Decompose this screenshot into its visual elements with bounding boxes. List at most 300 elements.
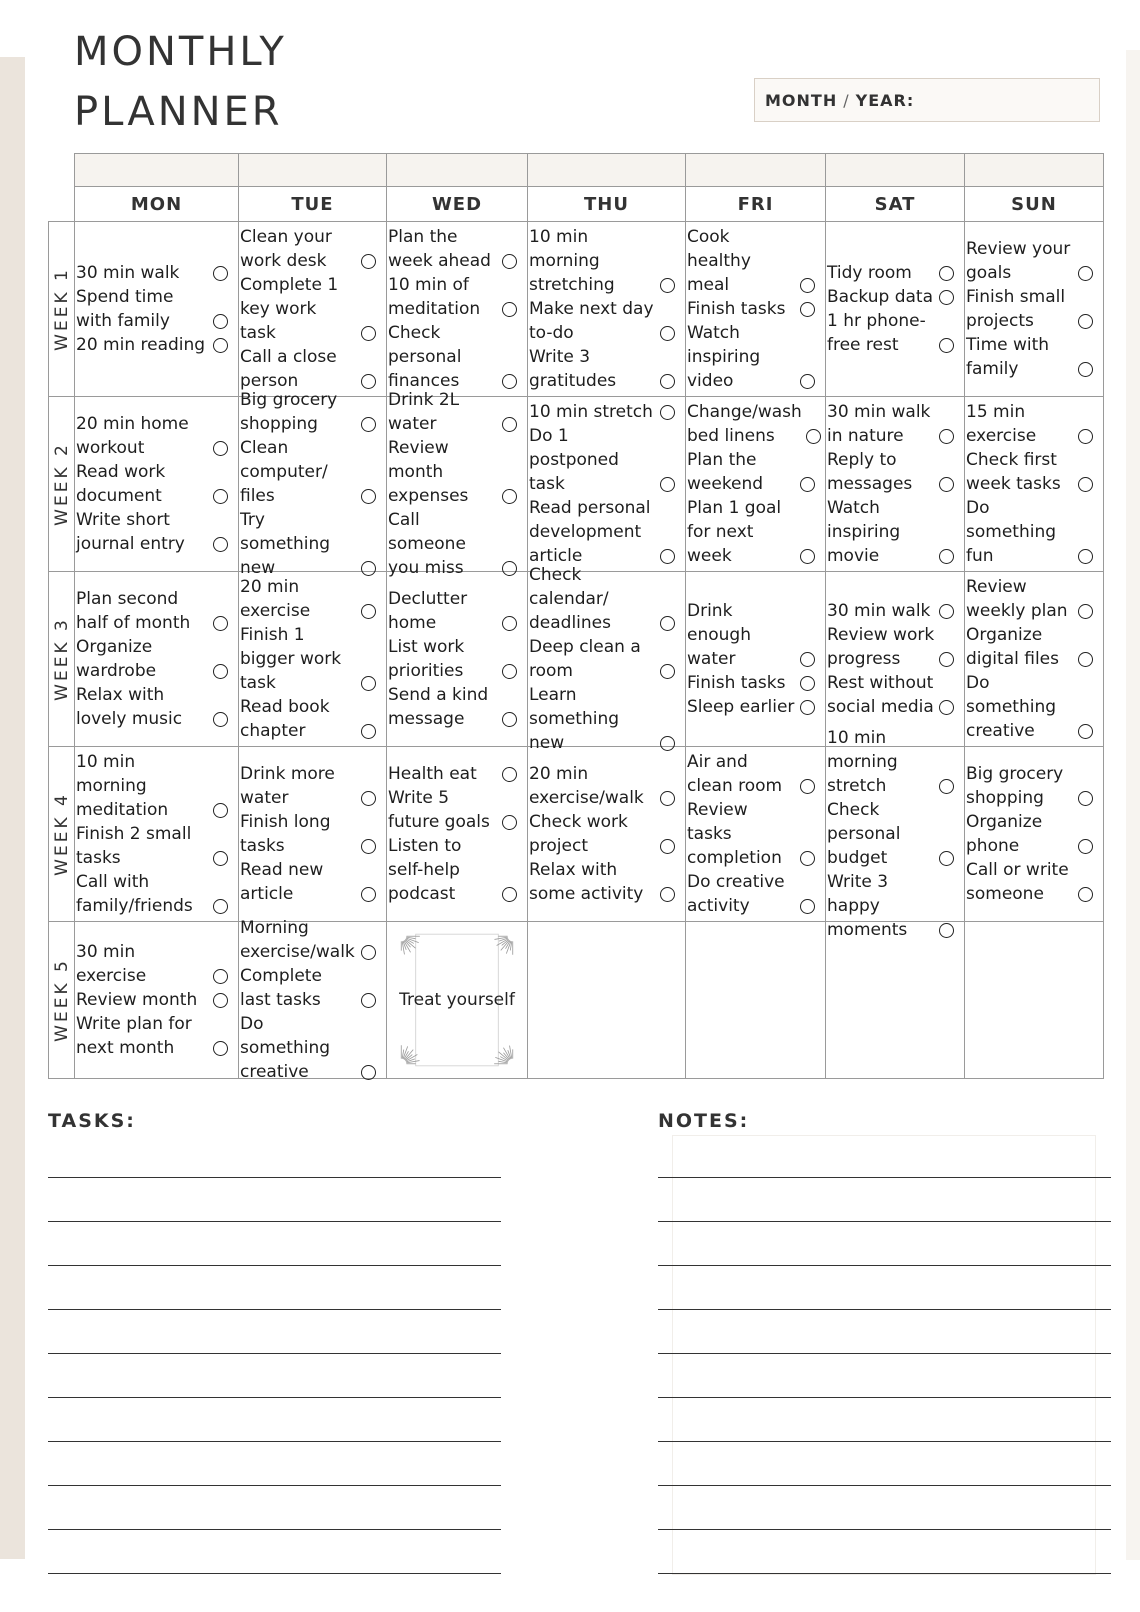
task-checkbox-circle[interactable]: [800, 549, 815, 564]
task-text: Relax with some activity: [529, 860, 644, 904]
writing-line[interactable]: [658, 1177, 1111, 1178]
task-text: 30 min walk in nature: [827, 402, 931, 446]
task-checkbox-circle[interactable]: [213, 803, 228, 818]
week-label-text: WEEK 2: [51, 442, 72, 526]
writing-line[interactable]: [658, 1573, 1111, 1574]
task-checkbox-circle[interactable]: [1078, 314, 1093, 329]
empty-day-cell[interactable]: [825, 922, 964, 1079]
task-checkbox-circle[interactable]: [1078, 266, 1093, 281]
task-checkbox-circle[interactable]: [660, 549, 675, 564]
task-item: [966, 333, 1103, 381]
task-checkbox-circle[interactable]: [213, 1041, 228, 1056]
task-checkbox-circle[interactable]: [660, 616, 675, 631]
task-item: [76, 412, 238, 460]
task-checkbox-circle[interactable]: [361, 724, 376, 739]
writing-line[interactable]: [48, 1353, 501, 1354]
task-item: [827, 309, 964, 357]
task-item: [687, 750, 825, 798]
task-text: Check first week tasks: [966, 450, 1061, 494]
task-item: [388, 834, 527, 906]
task-item: [240, 273, 386, 345]
task-text: Review month: [76, 990, 198, 1010]
task-text: Drink 2L water: [388, 390, 460, 434]
task-text: Organize digital files: [966, 625, 1059, 669]
task-item: [76, 870, 238, 918]
task-checkbox-circle[interactable]: [800, 302, 815, 317]
month-label: MONTH: [765, 90, 838, 110]
day-cell: [825, 222, 964, 397]
task-checkbox-circle[interactable]: [213, 441, 228, 456]
task-checkbox-circle[interactable]: [361, 374, 376, 389]
task-item: [240, 964, 386, 1012]
tasks-lines[interactable]: [48, 1177, 501, 1577]
task-item: [529, 563, 685, 635]
day-header-sun: SUN: [964, 187, 1103, 222]
day-cell: [386, 572, 527, 747]
week-label-text: WEEK 3: [51, 617, 72, 701]
task-item: [76, 940, 238, 988]
day-cell: [527, 747, 685, 922]
task-item: [76, 460, 238, 508]
date-blank-cell[interactable]: [386, 153, 527, 187]
task-text: Big grocery shopping: [966, 764, 1064, 808]
task-checkbox-circle[interactable]: [800, 779, 815, 794]
task-checkbox-circle[interactable]: [939, 700, 954, 715]
task-text: Health eat: [388, 764, 477, 784]
day-header-mon: MON: [74, 187, 238, 222]
task-text: Finish 1 bigger work task: [240, 625, 342, 693]
day-cell: [386, 747, 527, 922]
task-text: Write 5 future goals: [388, 788, 490, 832]
task-text: Finish tasks: [687, 299, 786, 319]
task-text: Finish small projects: [966, 287, 1066, 331]
task-text: Declutter home: [388, 589, 468, 633]
task-text: Read book chapter: [240, 697, 330, 741]
task-item: [240, 916, 386, 964]
task-item: [388, 321, 527, 393]
writing-line[interactable]: [48, 1397, 501, 1398]
task-checkbox-circle[interactable]: [660, 374, 675, 389]
task-checkbox-circle[interactable]: [361, 489, 376, 504]
day-cell: [74, 922, 238, 1079]
task-checkbox-circle[interactable]: [1078, 724, 1093, 739]
task-item: [529, 225, 685, 297]
grid-corner-top: [48, 153, 74, 187]
day-cell: [74, 222, 238, 397]
task-text: Plan second half of month: [76, 589, 191, 633]
date-blank-cell[interactable]: [527, 153, 685, 187]
task-text: Big grocery shopping: [240, 390, 338, 434]
task-text: 30 min exercise: [76, 942, 147, 986]
task-text: 20 min home workout: [76, 414, 189, 458]
task-checkbox-circle[interactable]: [361, 945, 376, 960]
task-item: [76, 683, 238, 731]
right-accent-strip: [1126, 50, 1140, 1560]
task-text: Make next day to-do: [529, 299, 654, 343]
day-cell: [527, 222, 685, 397]
task-checkbox-circle[interactable]: [800, 374, 815, 389]
day-cell: [238, 390, 386, 578]
task-text: Try something new: [240, 510, 331, 578]
task-text: 20 min reading: [76, 335, 206, 355]
day-cell: [74, 397, 238, 572]
writing-line[interactable]: [48, 1573, 501, 1574]
day-cell: [964, 222, 1103, 397]
task-text: List work priorities: [388, 637, 465, 681]
task-item: [966, 448, 1103, 496]
task-text: Check personal finances: [388, 323, 462, 391]
task-checkbox-circle[interactable]: [800, 851, 815, 866]
writing-line[interactable]: [658, 1529, 1111, 1530]
task-checkbox-circle[interactable]: [213, 266, 228, 281]
task-checkbox-circle[interactable]: [502, 616, 517, 631]
week-label-2: [48, 397, 74, 572]
task-item: [687, 599, 825, 671]
task-item: [529, 496, 685, 568]
task-text: Complete last tasks: [240, 966, 322, 1010]
task-text: Review work progress: [827, 625, 935, 669]
task-checkbox-circle[interactable]: [800, 700, 815, 715]
task-text: Read new article: [240, 860, 324, 904]
task-text: Write short journal entry: [76, 510, 185, 554]
task-checkbox-circle[interactable]: [660, 477, 675, 492]
task-item: [76, 285, 238, 333]
task-item: [966, 671, 1103, 743]
day-cell: [825, 397, 964, 572]
task-checkbox-circle[interactable]: [660, 664, 675, 679]
task-item: [687, 400, 825, 448]
task-item: [76, 750, 238, 822]
week-label-3: [48, 572, 74, 747]
task-checkbox-circle[interactable]: [1078, 839, 1093, 854]
writing-line[interactable]: [658, 1397, 1111, 1398]
task-text: Do 1 postponed task: [529, 426, 619, 494]
task-checkbox-circle[interactable]: [939, 338, 954, 353]
date-blank-cell[interactable]: [685, 153, 825, 187]
task-item: [240, 810, 386, 858]
day-cell: [238, 918, 386, 1082]
task-checkbox-circle[interactable]: [660, 839, 675, 854]
task-item: [388, 436, 527, 508]
task-item: [687, 321, 825, 393]
writing-line[interactable]: [658, 1221, 1111, 1222]
task-text: Call or write someone: [966, 860, 1069, 904]
task-checkbox-circle[interactable]: [1078, 887, 1093, 902]
task-checkbox-circle[interactable]: [213, 537, 228, 552]
task-text: Write plan for next month: [76, 1014, 192, 1058]
task-text: Sleep earlier: [687, 697, 795, 717]
task-text: Call with family/friends: [76, 872, 193, 916]
task-item: [966, 762, 1103, 810]
task-item: [827, 285, 964, 309]
task-text: Rest without social media: [827, 673, 934, 717]
task-item: [388, 587, 527, 635]
task-text: Check calendar/ deadlines: [529, 565, 611, 633]
task-checkbox-circle[interactable]: [1078, 549, 1093, 564]
task-text: 10 min morning stretching: [529, 227, 615, 295]
task-item: [966, 285, 1103, 333]
task-text: Review weekly plan: [966, 577, 1068, 621]
task-text: Review month expenses: [388, 438, 469, 506]
task-checkbox-circle[interactable]: [213, 489, 228, 504]
year-label: YEAR:: [855, 90, 915, 110]
task-text: Plan the week ahead: [388, 227, 491, 271]
task-item: [388, 635, 527, 683]
task-checkbox-circle[interactable]: [361, 1065, 376, 1080]
task-checkbox-circle[interactable]: [361, 993, 376, 1008]
task-item: [76, 1012, 238, 1060]
task-text: Morning exercise/walk: [240, 918, 355, 962]
title-line-2: PLANNER: [74, 89, 283, 135]
task-text: Backup data: [827, 287, 934, 307]
writing-line[interactable]: [658, 1485, 1111, 1486]
task-text: Check personal budget: [827, 800, 901, 868]
week-label-1: [48, 222, 74, 397]
task-text: Read work document: [76, 462, 166, 506]
task-item: [240, 388, 386, 436]
date-blank-cell[interactable]: [825, 153, 964, 187]
day-cell: [238, 747, 386, 922]
task-item: [240, 695, 386, 743]
day-header-tue: TUE: [238, 187, 386, 222]
task-text: Cook healthy meal: [687, 227, 751, 295]
task-text: 1 hr phone-free rest: [827, 311, 926, 355]
task-item: [529, 858, 685, 906]
task-checkbox-circle[interactable]: [939, 851, 954, 866]
task-text: Watch inspiring movie: [827, 498, 901, 566]
task-checkbox-circle[interactable]: [1078, 477, 1093, 492]
day-cell: [527, 565, 685, 753]
task-checkbox-circle[interactable]: [502, 767, 517, 782]
day-cell: [74, 747, 238, 922]
task-checkbox-circle[interactable]: [502, 254, 517, 269]
task-item: [966, 623, 1103, 671]
task-item: [240, 623, 386, 695]
task-text: Clean your work desk: [240, 227, 332, 271]
task-text: Finish tasks: [687, 673, 786, 693]
task-text: Listen to self-help podcast: [388, 836, 462, 904]
task-checkbox-circle[interactable]: [800, 899, 815, 914]
task-checkbox-circle[interactable]: [361, 326, 376, 341]
task-checkbox-circle[interactable]: [800, 278, 815, 293]
task-checkbox-circle[interactable]: [939, 549, 954, 564]
task-checkbox-circle[interactable]: [502, 302, 517, 317]
task-checkbox-circle[interactable]: [939, 290, 954, 305]
date-blank-cell[interactable]: [238, 153, 386, 187]
task-item: [827, 448, 964, 496]
day-cell: [386, 222, 527, 397]
day-cell: [685, 747, 825, 922]
title-line-1: MONTHLY: [74, 29, 287, 75]
task-checkbox-circle[interactable]: [213, 712, 228, 727]
task-item: [76, 587, 238, 635]
task-checkbox-circle[interactable]: [502, 815, 517, 830]
writing-line[interactable]: [658, 1265, 1111, 1266]
task-text: Plan the weekend: [687, 450, 764, 494]
week-label-4: [48, 747, 74, 922]
task-text: 10 min of meditation: [388, 275, 481, 319]
empty-day-cell[interactable]: [964, 922, 1103, 1079]
day-cell: [238, 572, 386, 747]
task-checkbox-circle[interactable]: [502, 417, 517, 432]
task-text: Air and clean room: [687, 752, 783, 796]
task-checkbox-circle[interactable]: [361, 254, 376, 269]
task-item: [388, 273, 527, 321]
writing-line[interactable]: [48, 1265, 501, 1266]
task-item: [529, 762, 685, 810]
writing-line[interactable]: [48, 1221, 501, 1222]
day-cell: [238, 222, 386, 397]
task-item: [827, 726, 964, 798]
task-text: 10 min stretch: [529, 402, 653, 422]
task-checkbox-circle[interactable]: [361, 676, 376, 691]
task-item: [240, 508, 386, 580]
task-checkbox-circle[interactable]: [213, 314, 228, 329]
page-title: [74, 22, 287, 142]
task-text: 30 min walk: [76, 263, 180, 283]
task-checkbox-circle[interactable]: [1078, 362, 1093, 377]
task-text: Clean computer/ files: [240, 438, 328, 506]
task-checkbox-circle[interactable]: [361, 791, 376, 806]
month-year-field[interactable]: [754, 78, 1100, 122]
task-item: [827, 599, 964, 623]
task-item: [240, 858, 386, 906]
writing-line[interactable]: [658, 1353, 1111, 1354]
task-checkbox-circle[interactable]: [361, 417, 376, 432]
task-checkbox-circle[interactable]: [361, 604, 376, 619]
task-item: [966, 810, 1103, 858]
task-item: [827, 261, 964, 285]
task-item: [687, 695, 825, 719]
task-checkbox-circle[interactable]: [939, 477, 954, 492]
writing-line[interactable]: [658, 1441, 1111, 1442]
task-checkbox-circle[interactable]: [660, 887, 675, 902]
task-item: [529, 424, 685, 496]
day-cell: [527, 397, 685, 572]
task-item: [966, 237, 1103, 285]
task-checkbox-circle[interactable]: [502, 712, 517, 727]
planner-grid: [48, 153, 1104, 1082]
task-item: [966, 496, 1103, 568]
task-checkbox-circle[interactable]: [939, 652, 954, 667]
task-checkbox-circle[interactable]: [939, 604, 954, 619]
task-text: Send a kind message: [388, 685, 489, 729]
treat-yourself-cell: [386, 922, 527, 1079]
month-year-separator: /: [843, 90, 850, 110]
grid-corner-header: [48, 187, 74, 222]
task-text: Do something creative: [966, 673, 1057, 741]
task-checkbox-circle[interactable]: [502, 664, 517, 679]
day-header-fri: FRI: [685, 187, 825, 222]
treat-yourself-text: Treat yourself: [399, 990, 515, 1010]
task-checkbox-circle[interactable]: [660, 405, 675, 420]
task-item: [76, 635, 238, 683]
task-text: Tidy room: [827, 263, 912, 283]
task-checkbox-circle[interactable]: [213, 338, 228, 353]
task-item: [240, 762, 386, 810]
task-checkbox-circle[interactable]: [939, 429, 954, 444]
task-checkbox-circle[interactable]: [502, 374, 517, 389]
task-checkbox-circle[interactable]: [213, 993, 228, 1008]
task-checkbox-circle[interactable]: [361, 887, 376, 902]
task-checkbox-circle[interactable]: [213, 616, 228, 631]
week-label-text: WEEK 4: [51, 792, 72, 876]
task-checkbox-circle[interactable]: [502, 887, 517, 902]
task-checkbox-circle[interactable]: [502, 489, 517, 504]
task-text: 20 min exercise: [240, 577, 311, 621]
task-checkbox-circle[interactable]: [361, 839, 376, 854]
date-blank-cell[interactable]: [74, 153, 238, 187]
task-item: [966, 400, 1103, 448]
task-checkbox-circle[interactable]: [213, 664, 228, 679]
day-cell: [825, 572, 964, 747]
task-item: [76, 988, 238, 1012]
task-item: [240, 436, 386, 508]
task-checkbox-circle[interactable]: [1078, 652, 1093, 667]
notes-lines[interactable]: [658, 1177, 1111, 1577]
writing-line[interactable]: [658, 1309, 1111, 1310]
task-text: 20 min exercise/walk: [529, 764, 644, 808]
task-checkbox-circle[interactable]: [213, 851, 228, 866]
empty-day-cell[interactable]: [685, 922, 825, 1079]
task-item: [529, 810, 685, 858]
task-checkbox-circle[interactable]: [1078, 604, 1093, 619]
task-text: Check work project: [529, 812, 628, 856]
task-item: [76, 333, 238, 357]
task-checkbox-circle[interactable]: [939, 266, 954, 281]
task-item: [240, 345, 386, 393]
writing-line[interactable]: [48, 1441, 501, 1442]
task-checkbox-circle[interactable]: [213, 969, 228, 984]
task-item: [966, 575, 1103, 623]
task-checkbox-circle[interactable]: [1078, 791, 1093, 806]
day-cell: [74, 572, 238, 747]
date-blank-cell[interactable]: [964, 153, 1103, 187]
week-label-5: [48, 922, 74, 1079]
task-text: Watch inspiring video: [687, 323, 761, 391]
task-checkbox-circle[interactable]: [660, 278, 675, 293]
writing-line[interactable]: [48, 1309, 501, 1310]
day-header-thu: THU: [527, 187, 685, 222]
task-text: Drink enough water: [687, 601, 751, 669]
writing-line[interactable]: [48, 1529, 501, 1530]
task-checkbox-circle[interactable]: [800, 652, 815, 667]
task-checkbox-circle[interactable]: [806, 429, 821, 444]
day-cell: [964, 747, 1103, 922]
task-item: [240, 1012, 386, 1084]
writing-line[interactable]: [48, 1485, 501, 1486]
task-checkbox-circle[interactable]: [1078, 429, 1093, 444]
task-checkbox-circle[interactable]: [800, 676, 815, 691]
task-checkbox-circle[interactable]: [213, 899, 228, 914]
task-checkbox-circle[interactable]: [939, 779, 954, 794]
task-item: [827, 400, 964, 448]
task-text: Organize wardrobe: [76, 637, 157, 681]
task-checkbox-circle[interactable]: [660, 326, 675, 341]
task-checkbox-circle[interactable]: [800, 477, 815, 492]
task-text: Call someone you miss: [388, 510, 466, 578]
task-text: Review tasks completion: [687, 800, 782, 868]
task-item: [827, 671, 964, 719]
task-item: [76, 261, 238, 285]
task-text: 10 min morning meditation: [76, 752, 169, 820]
day-cell: [685, 222, 825, 397]
empty-day-cell[interactable]: [527, 922, 685, 1079]
task-checkbox-circle[interactable]: [660, 791, 675, 806]
writing-line[interactable]: [48, 1177, 501, 1178]
day-header-wed: WED: [386, 187, 527, 222]
task-text: Review your goals: [966, 239, 1071, 283]
